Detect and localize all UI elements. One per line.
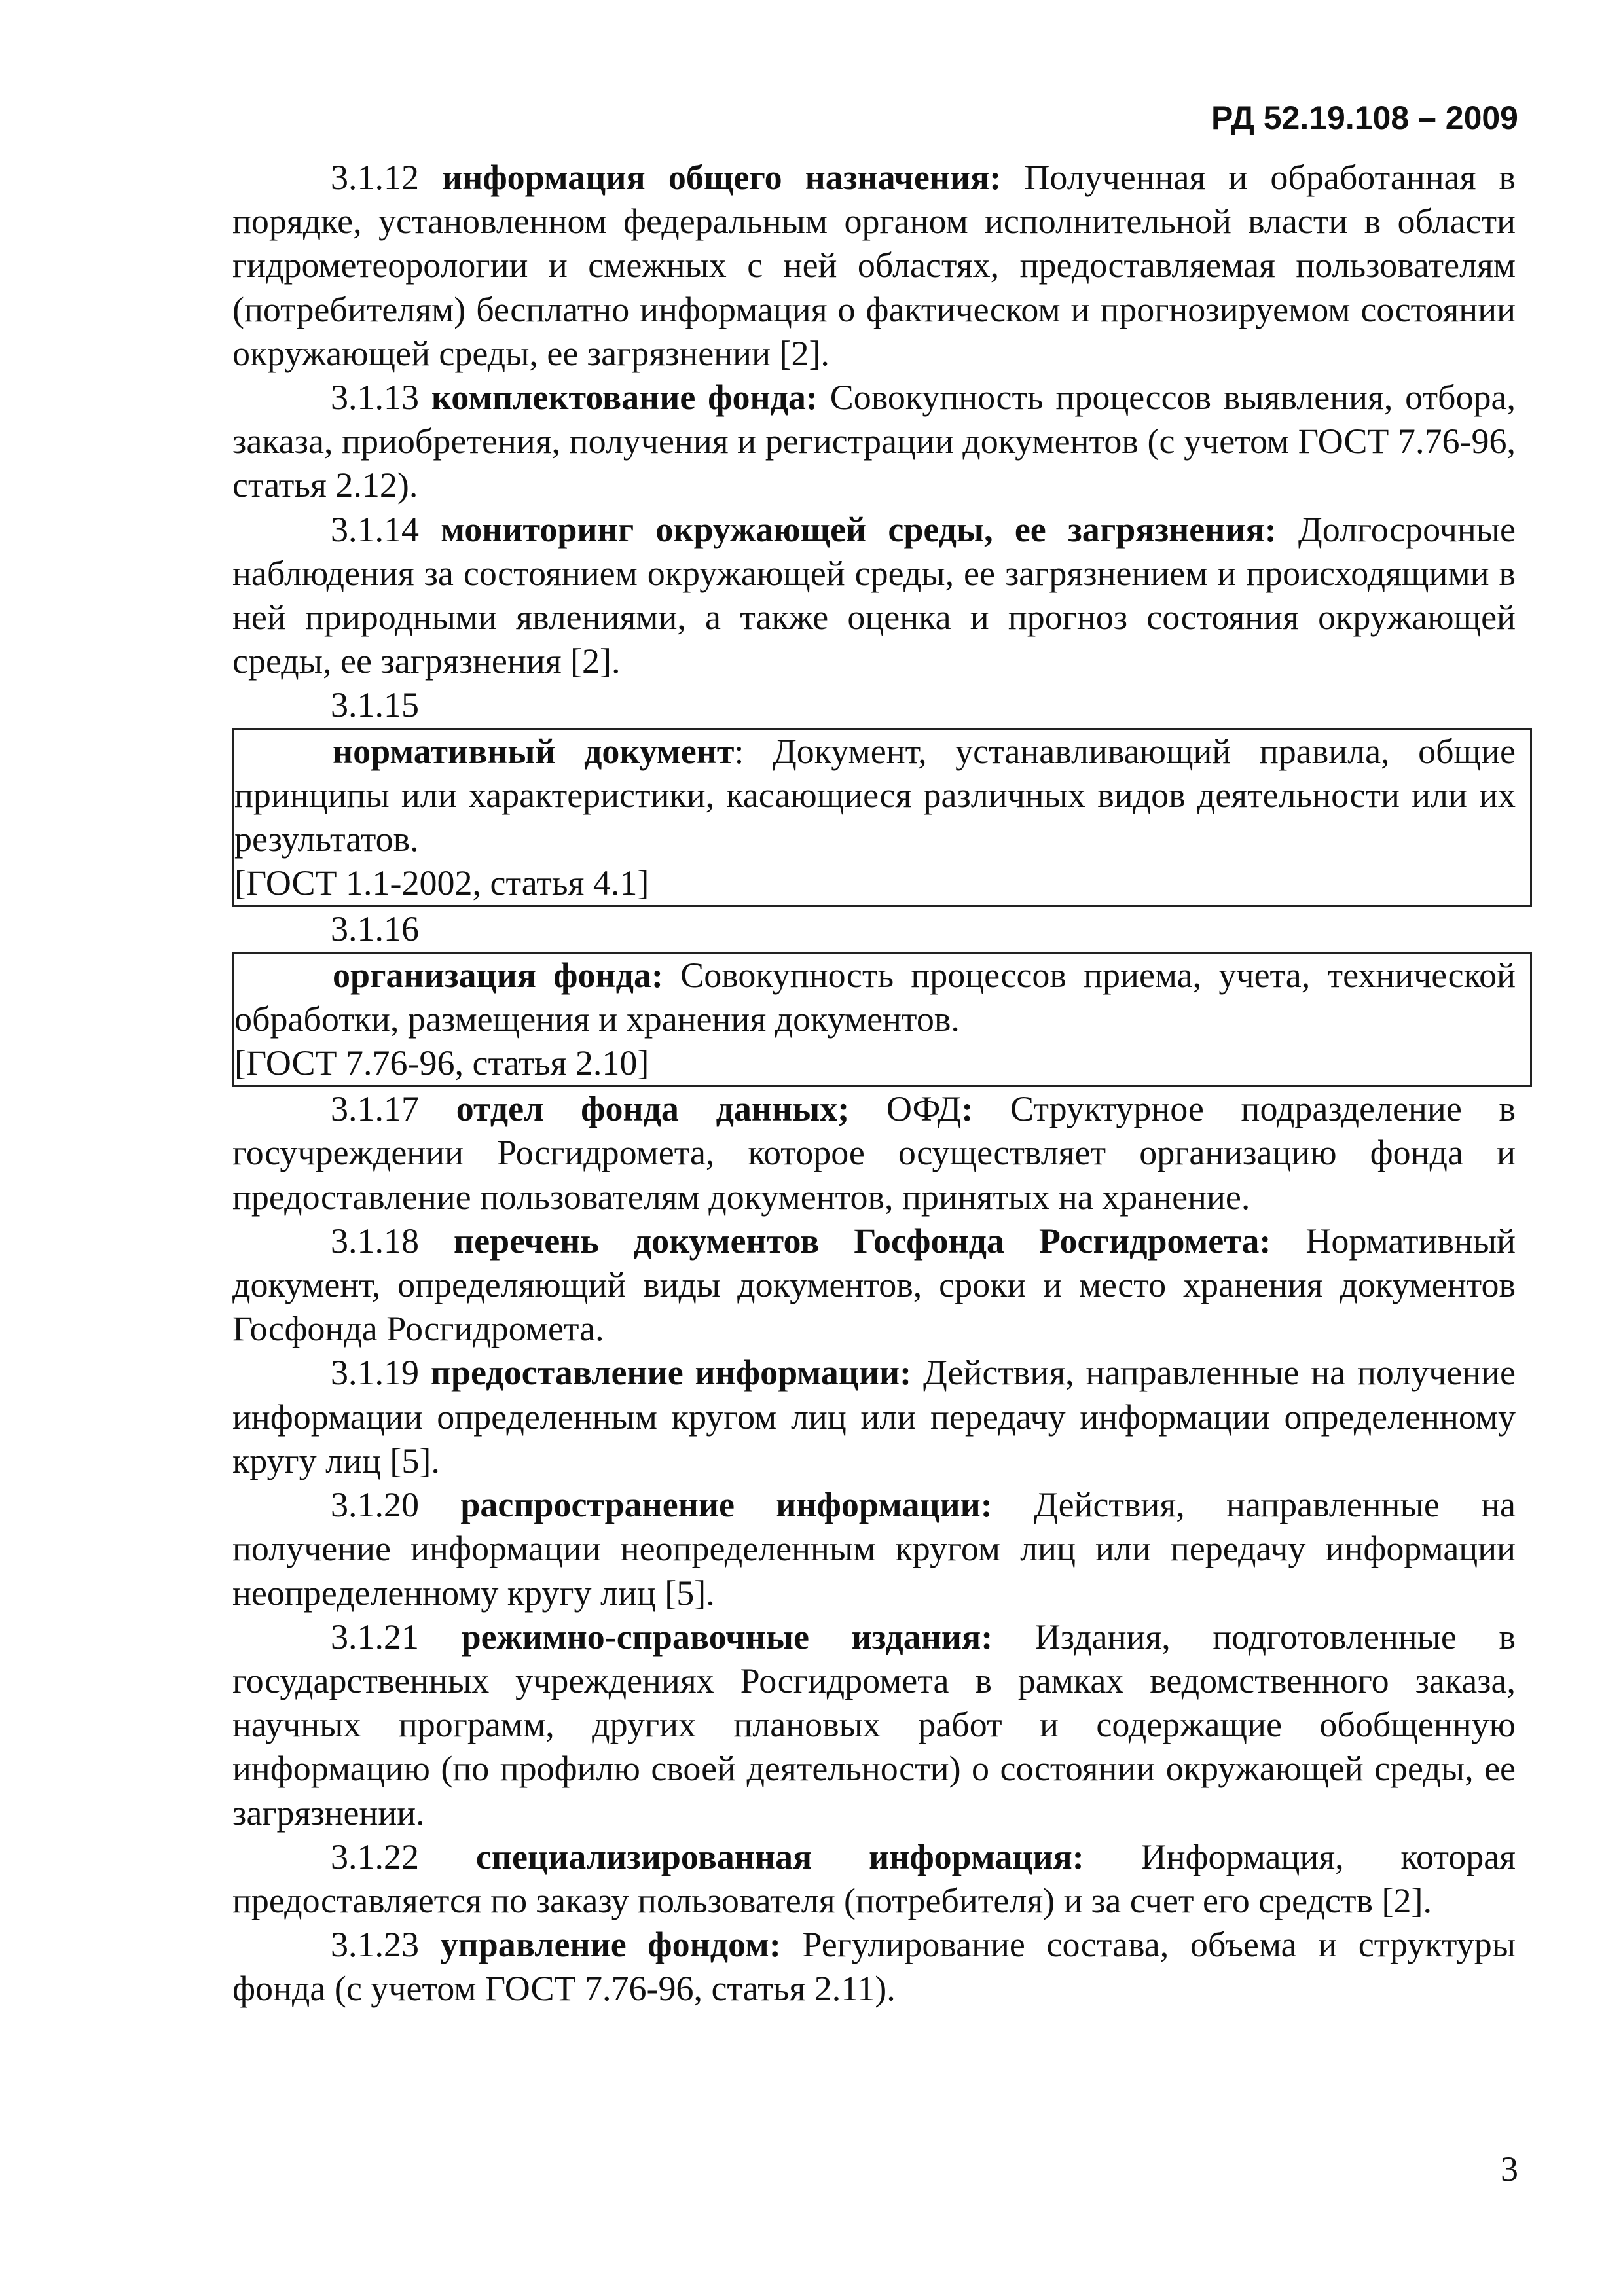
- boxed-term-definition: [234, 954, 1516, 1041]
- term-title: распространение информации:: [460, 1485, 993, 1525]
- term-number: 3.1.12: [331, 158, 419, 197]
- term-definition: : Документ, устанавливающий правила, общие принципы или характеристики, касающиеся различных видов деятельности или их результатов.: [234, 731, 1516, 859]
- term-3-1-20: [232, 1483, 1516, 1615]
- term-definition: Издания, подготовленные в государственных учреждениях Росгидромета в рамках ведомственного заказа, научных программ, других плановых работ и содержащие обобщенную информацию (по профилю своей деятельности) о состоянии окружающей среды, ее загрязнении.: [232, 1617, 1516, 1833]
- term-title: управление фондом:: [440, 1925, 781, 1965]
- boxed-term-definition: [234, 730, 1516, 862]
- term-3-1-14: [232, 508, 1516, 684]
- term-3-1-19: [232, 1351, 1516, 1483]
- term-3-1-21: [232, 1615, 1516, 1835]
- term-number-3-1-15: 3.1.15: [331, 685, 419, 725]
- term-definition: Совокупность процессов приема, учета, технической обработки, размещения и хранения документов.: [234, 955, 1516, 1039]
- boxed-term-3-1-16: [232, 952, 1532, 1088]
- term-title: отдел фонда данных;: [456, 1089, 850, 1129]
- document-body: [232, 156, 1516, 2011]
- term-title: перечень документов Госфонда Росгидромета:: [454, 1221, 1271, 1261]
- term-number: 3.1.23: [331, 1925, 419, 1965]
- term-number: 3.1.22: [331, 1837, 419, 1876]
- term-definition: Регулирование состава, объема и структуры фонда (с учетом ГОСТ 7.76-96, статья 2.11).: [232, 1925, 1516, 2009]
- term-colon: :: [961, 1089, 974, 1129]
- term-title: мониторинг окружающей среды, ее загрязнения:: [441, 509, 1277, 549]
- term-definition: Полученная и обработанная в порядке, установленном федеральным органом исполнительной власти в области гидрометеорологии и смежных с ней областях, предоставляемая пользователям (потребителям) бесплатно информация о фактическом и прогнозируемом состоянии окружающей среды, ее загрязнении [2].: [232, 158, 1516, 373]
- term-3-1-12: [232, 156, 1516, 376]
- term-title: нормативный документ: [333, 731, 735, 771]
- term-number: 3.1.18: [331, 1221, 419, 1261]
- term-title: предоставление информации:: [430, 1353, 912, 1393]
- term-title: режимно-справочные издания:: [461, 1617, 993, 1657]
- term-number-3-1-16: 3.1.16: [331, 909, 419, 949]
- standard-reference: [ГОСТ 1.1-2002, статья 4.1]: [234, 863, 649, 903]
- term-3-1-23: [232, 1923, 1516, 2011]
- term-number: 3.1.17: [331, 1089, 419, 1129]
- document-code-header: РД 52.19.108 – 2009: [1211, 99, 1518, 136]
- term-definition: Действия, направленные на получение информации определенным кругом лиц или передачу информации определенному кругу лиц [5].: [232, 1353, 1516, 1480]
- term-number: 3.1.13: [331, 378, 419, 418]
- term-definition: Нормативный документ, определяющий виды документов, сроки и место хранения документов Госфонда Росгидромета.: [232, 1221, 1516, 1349]
- page-number: 3: [1501, 2149, 1518, 2189]
- term-definition: Совокупность процессов выявления, отбора, заказа, приобретения, получения и регистрации документов (с учетом ГОСТ 7.76-96, статья 2.12).: [232, 378, 1516, 505]
- term-3-1-13: [232, 376, 1516, 508]
- term-number: 3.1.20: [331, 1485, 419, 1525]
- term-title: информация общего назначения:: [442, 158, 1002, 197]
- term-title: комплектование фонда:: [431, 378, 818, 418]
- term-title: специализированная информация:: [475, 1837, 1084, 1876]
- term-definition: Структурное подразделение в госучреждении Росгидромета, которое осуществляет организацию фонда и предоставление пользователям документов, принятых на хранение.: [232, 1089, 1516, 1217]
- term-3-1-17: [232, 1087, 1516, 1219]
- standard-reference: [ГОСТ 7.76-96, статья 2.10]: [234, 1043, 649, 1083]
- term-number: 3.1.21: [331, 1617, 419, 1657]
- term-definition: Действия, направленные на получение информации неопределенным кругом лиц или передачу информации неопределенному кругу лиц [5].: [232, 1485, 1516, 1613]
- term-number: 3.1.14: [331, 509, 419, 549]
- boxed-term-3-1-15: [232, 728, 1532, 908]
- term-definition: Информация, которая предоставляется по заказу пользователя (потребителя) и за счет его средств [2].: [232, 1837, 1516, 1920]
- term-3-1-18: [232, 1219, 1516, 1352]
- term-abbreviation: ОФД: [849, 1089, 962, 1129]
- term-3-1-22: [232, 1835, 1516, 1923]
- term-title: организация фонда:: [333, 955, 663, 995]
- term-number: 3.1.19: [331, 1353, 419, 1393]
- term-definition: Долгосрочные наблюдения за состоянием окружающей среды, ее загрязнением и происходящими в ней природными явлениями, а также оценка и прогноз состояния окружающей среды, ее загрязнения [2].: [232, 509, 1516, 681]
